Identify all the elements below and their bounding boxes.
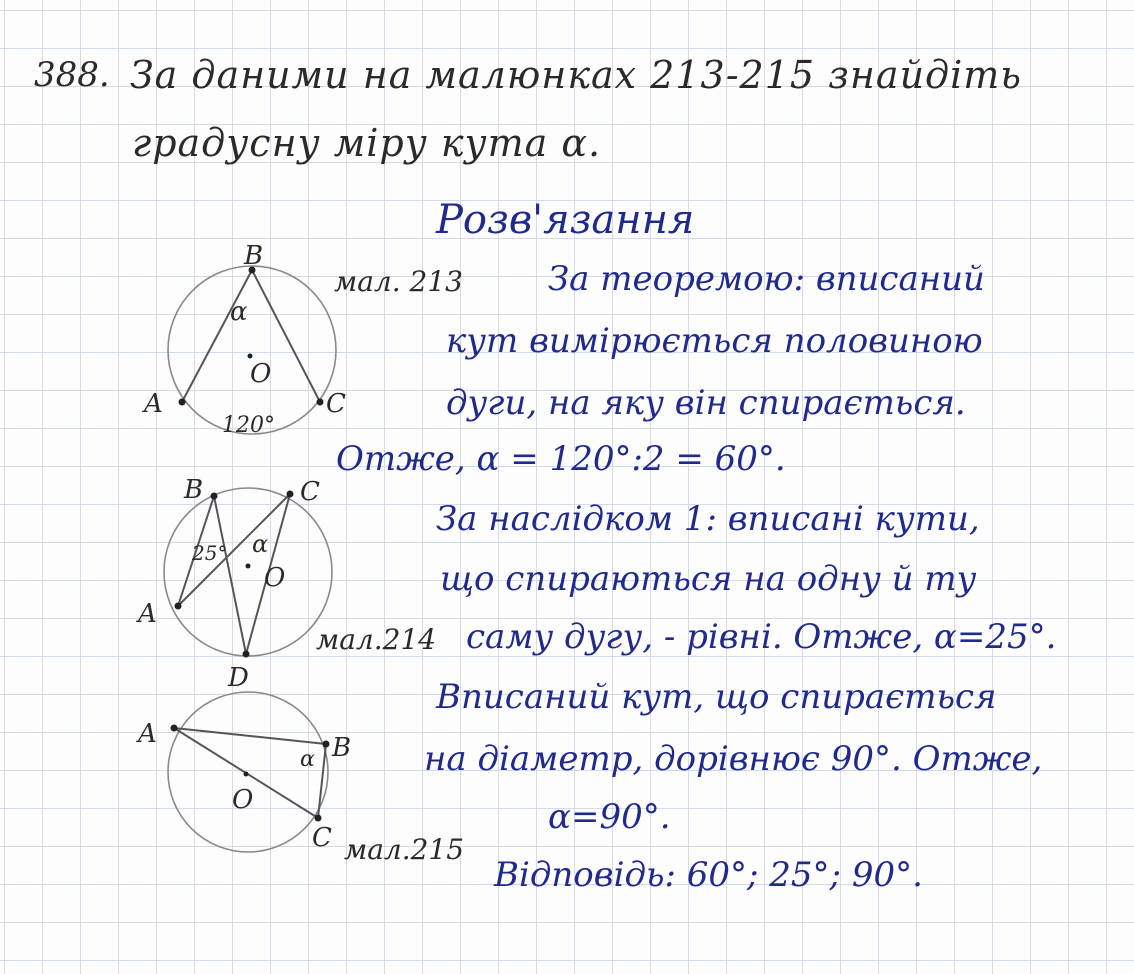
point-d-214 — [243, 651, 250, 658]
point-b-215 — [323, 741, 330, 748]
center-o-214 — [246, 564, 251, 569]
fig213-text-line1: За теоремою: вписаний — [548, 259, 985, 299]
label-arc-213: 120° — [222, 413, 275, 438]
center-o-213 — [248, 354, 253, 359]
label-alpha-213: α — [230, 297, 248, 327]
label-angle-214: 25° — [192, 541, 228, 565]
fig213-text-line3: дуги, на яку він спирається. — [446, 383, 966, 423]
fig214-text-line3: саму дугу, - рівні. Отже, α=25°. — [466, 617, 1057, 657]
fig215-text-line3: α=90°. — [548, 797, 671, 837]
circle-215 — [168, 692, 328, 852]
fig215-text-line1: Вписаний кут, що спирається — [436, 677, 997, 717]
fig213-text-line2: кут вимірюється половиною — [446, 321, 983, 361]
label-o-215: O — [232, 785, 254, 815]
figure-214 — [136, 475, 332, 693]
problem-text-line2: градусну міру кута α. — [132, 121, 602, 165]
point-c-215 — [315, 815, 322, 822]
label-d-214: D — [228, 663, 249, 693]
point-a-213 — [179, 399, 186, 406]
fig214-text-line1: За наслідком 1: вписані кути, — [436, 499, 980, 539]
fig214-text-line2: що спираються на одну й ту — [440, 559, 977, 599]
figure-215 — [136, 692, 351, 853]
figure-213 — [142, 241, 346, 438]
label-alpha-214: α — [252, 530, 269, 558]
label-o-214: O — [264, 563, 286, 593]
label-o-213: O — [250, 359, 272, 389]
label-a-215: A — [138, 719, 157, 749]
label-a-213: A — [144, 389, 163, 419]
fig213-label: мал. 213 — [334, 265, 463, 298]
answer-text: Відповідь: 60°; 25°; 90°. — [494, 855, 923, 895]
fig215-label: мал.215 — [344, 833, 465, 866]
center-o-215 — [244, 772, 249, 777]
label-a-214: A — [138, 599, 157, 629]
label-b-214: B — [184, 475, 204, 505]
problem-text-line1: За даними на малюнках 213-215 знайдіть — [130, 53, 1022, 97]
point-a-214 — [175, 603, 182, 610]
label-b-213: B — [244, 241, 264, 271]
fig213-result: Отже, α = 120°:2 = 60°. — [336, 439, 786, 479]
problem-number: 388. — [34, 55, 110, 95]
solution-heading: Розв'язання — [436, 197, 695, 243]
label-alpha-215: α — [300, 747, 315, 772]
point-c-213 — [317, 399, 324, 406]
fig214-label: мал.214 — [316, 623, 437, 656]
fig215-text-line2: на діаметр, дорівнює 90°. Отже, — [424, 739, 1043, 779]
chord-bc-215 — [318, 744, 326, 818]
circle-213 — [168, 266, 336, 434]
label-c-215: C — [312, 823, 332, 853]
label-c-214: C — [300, 477, 320, 507]
chord-bd-214 — [214, 496, 246, 654]
point-a-215 — [171, 725, 178, 732]
point-b-214 — [211, 493, 218, 500]
point-c-214 — [287, 491, 294, 498]
label-b-215: B — [332, 733, 352, 763]
label-c-213: C — [326, 389, 346, 419]
